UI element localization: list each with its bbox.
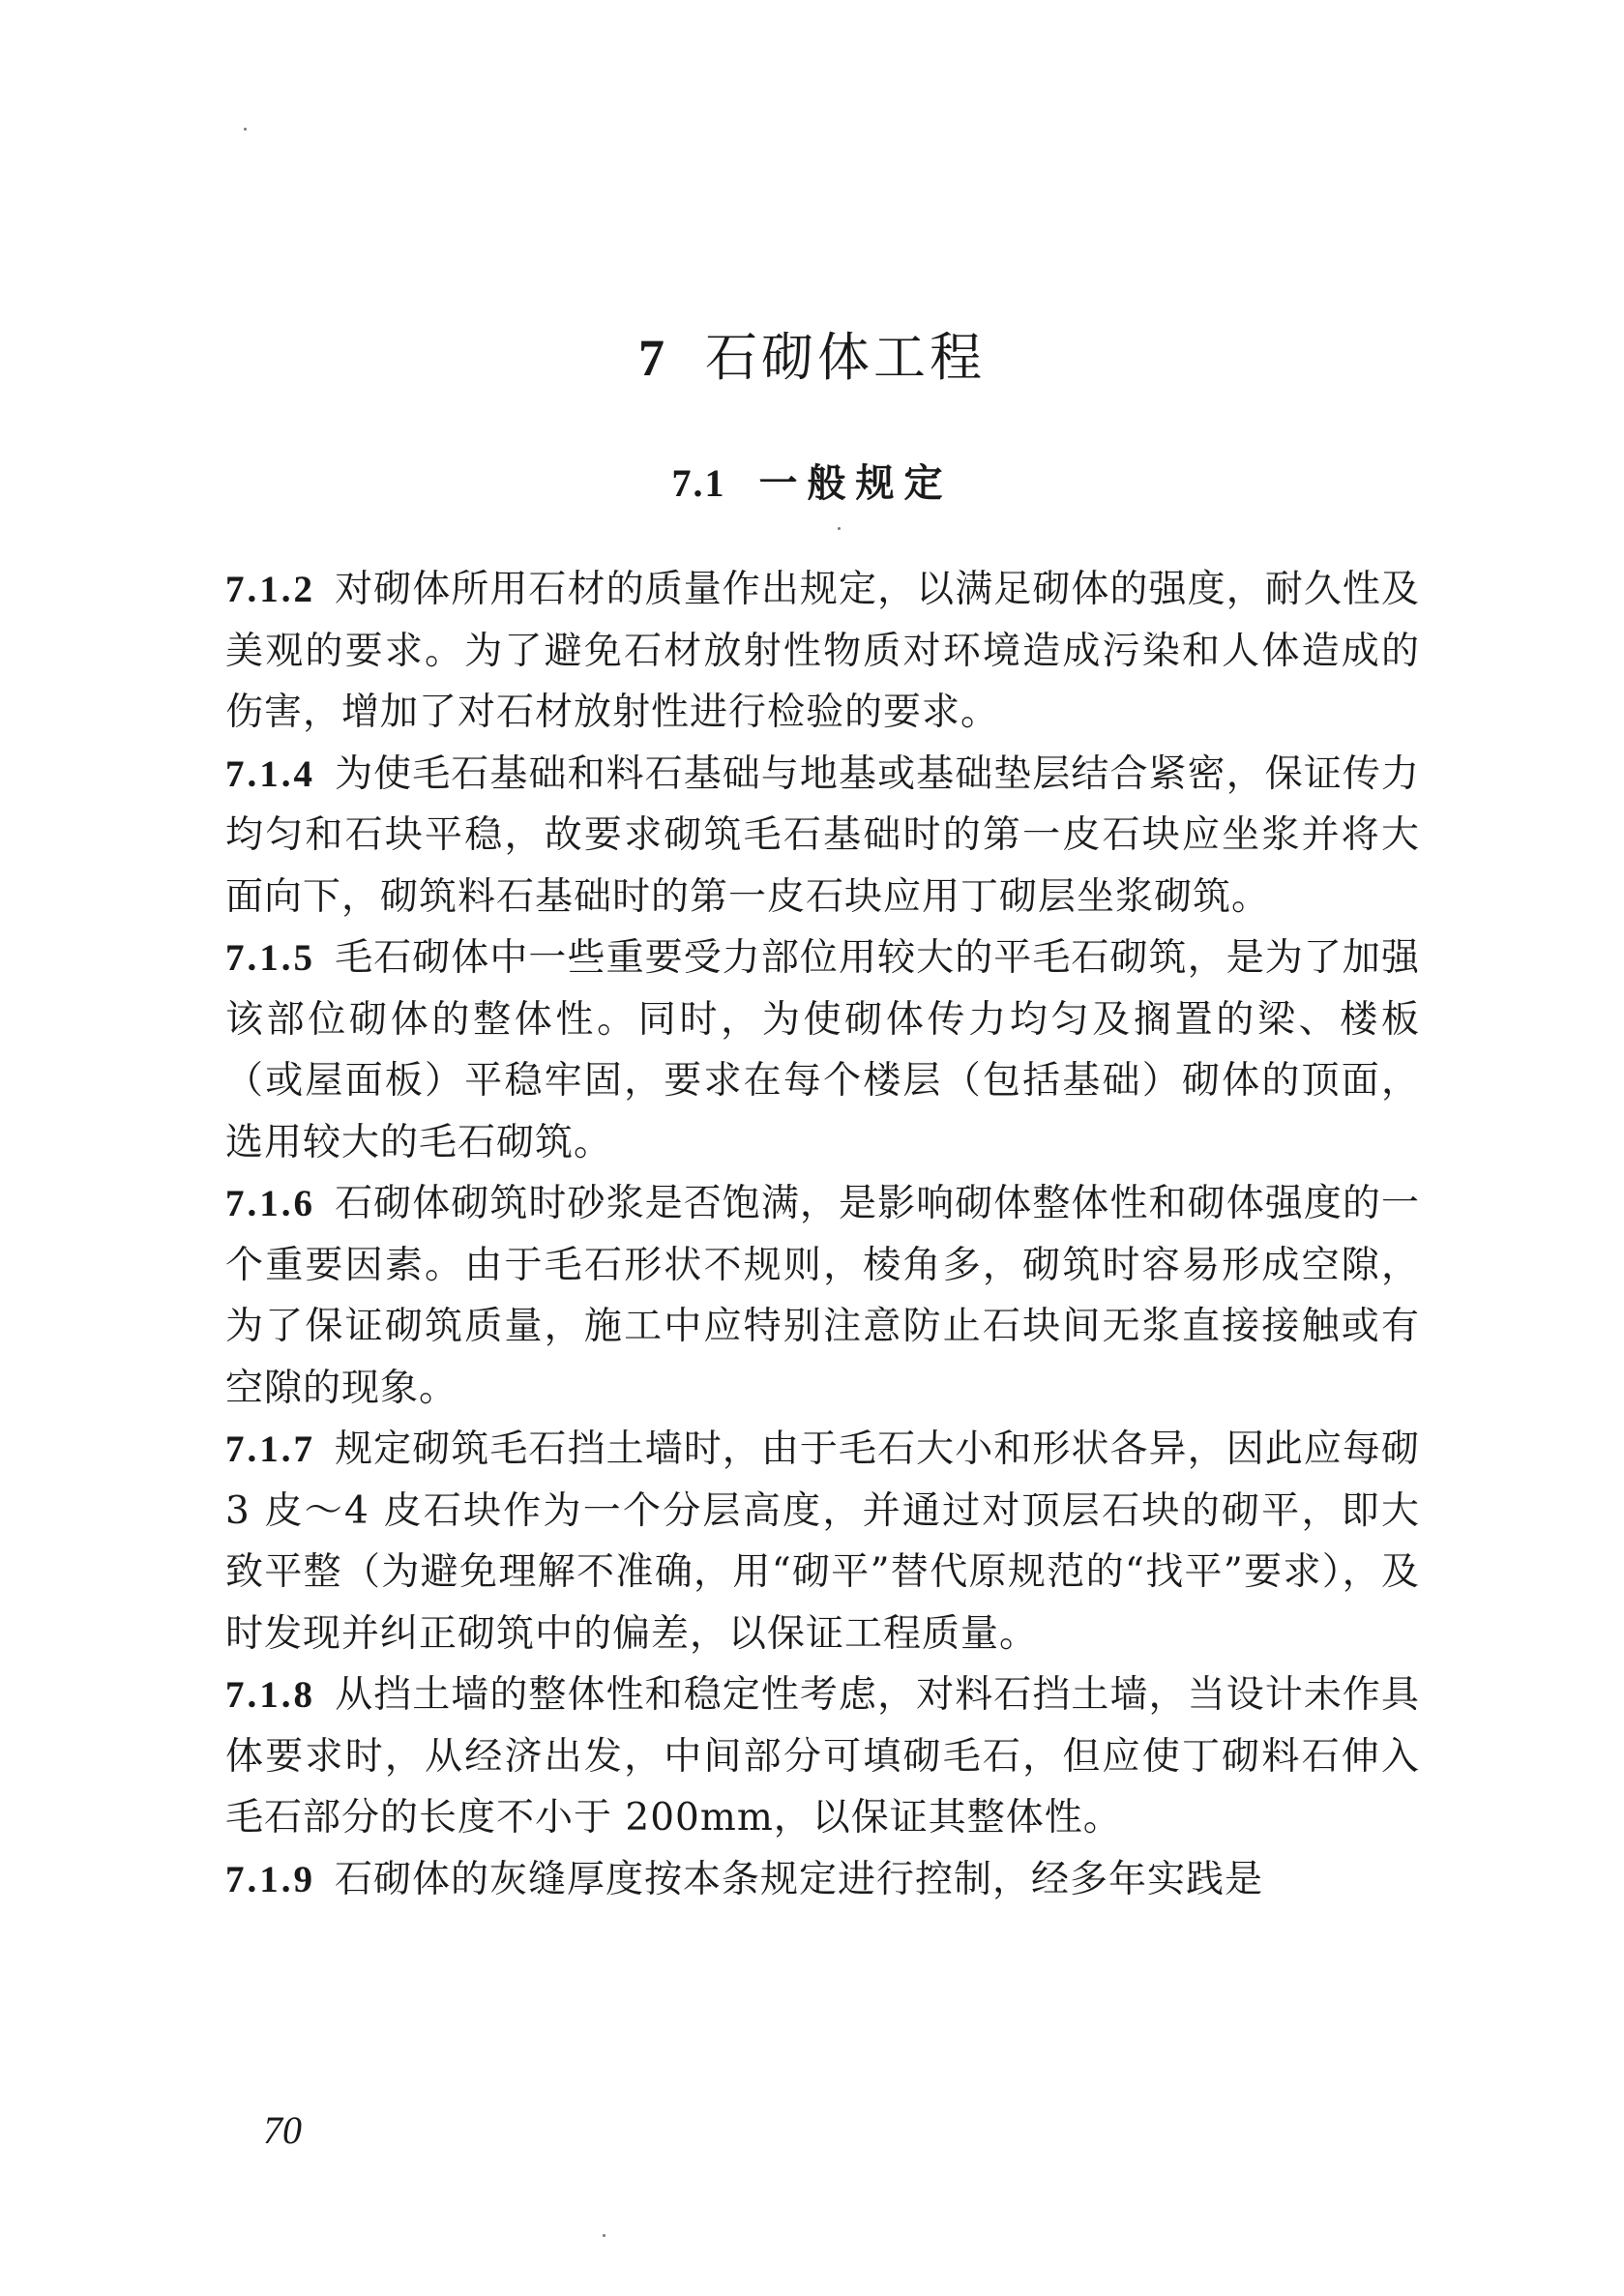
clause-number: 7.1.7 [225, 1428, 315, 1470]
clause-text: 为使毛石基础和料石基础与地基或基础垫层结合紧密，保证传力均匀和石块平稳，故要求砌筑毛石基础时的第一皮石块应坐浆并将大面向下，砌筑料石基础时的第一皮石块应用丁砌层坐浆砌筑。 [225, 751, 1420, 919]
scan-speck [838, 527, 841, 530]
clause-7-1-6 [225, 1173, 1420, 1419]
clause-text: 从挡土墙的整体性和稳定性考虑，对料石挡土墙，当设计未作具体要求时，从经济出发，中间部分可填砌毛石，但应使丁砌料石伸入毛石部分的长度不小于 200mm，以保证其整体性。 [225, 1673, 1420, 1840]
clause-number: 7.1.8 [225, 1674, 315, 1716]
clause-text: 石砌体砌筑时砂浆是否饱满，是影响砌体整体性和砌体强度的一个重要因素。由于毛石形状不规则，棱角多，砌筑时容易形成空隙，为了保证砌筑质量，施工中应特别注意防止石块间无浆直接接触或有空隙的现象。 [225, 1182, 1420, 1410]
section-title [0, 455, 1624, 513]
clause-number: 7.1.2 [225, 569, 315, 610]
page-number: 70 [263, 2108, 302, 2152]
clause-number: 7.1.4 [225, 752, 315, 795]
section-title-text: 一般规定 [758, 460, 953, 506]
clause-text: 对砌体所用石材的质量作出规定，以满足砌体的强度，耐久性及美观的要求。为了避免石材放射性物质对环境造成污染和人体造成的伤害，增加了对石材放射性进行检验的要求。 [225, 568, 1420, 734]
chapter-title [0, 319, 1624, 397]
clause-7-1-8 [225, 1664, 1420, 1849]
clause-text: 毛石砌体中一些重要受力部位用较大的平毛石砌筑，是为了加强该部位砌体的整体性。同时，为使砌体传力均匀及搁置的梁、楼板（或屋面板）平稳牢固，要求在每个楼层（包括基础）砌体的顶面，选用较大的毛石砌筑。 [225, 936, 1420, 1164]
clause-text: 石砌体的灰缝厚度按本条规定进行控制，经多年实践是 [335, 1857, 1264, 1901]
chapter-title-text: 石砌体工程 [705, 327, 986, 388]
scan-speck [603, 2234, 605, 2237]
clause-7-1-5 [225, 927, 1420, 1173]
section-number: 7.1 [671, 461, 726, 505]
clause-number: 7.1.9 [225, 1858, 315, 1900]
scan-speck [244, 128, 247, 131]
clause-text: 规定砌筑毛石挡土墙时，由于毛石大小和形状各异，因此应每砌 3 皮～4 皮石块作为一个分层高度，并通过对顶层石块的砌平，即大致平整（为避免理解不准确，用“砌平”替代原规范的“找平”要求），及时发现并纠正砌筑中的偏差，以保证工程质量。 [225, 1428, 1420, 1656]
clause-7-1-2 [225, 559, 1420, 744]
clause-number: 7.1.6 [225, 1183, 315, 1224]
clause-number: 7.1.5 [225, 937, 315, 979]
clause-7-1-7 [225, 1419, 1420, 1664]
chapter-number: 7 [638, 329, 668, 387]
clause-7-1-9 [225, 1849, 1420, 1911]
clause-7-1-4 [225, 744, 1420, 928]
document-body [225, 559, 1420, 1910]
